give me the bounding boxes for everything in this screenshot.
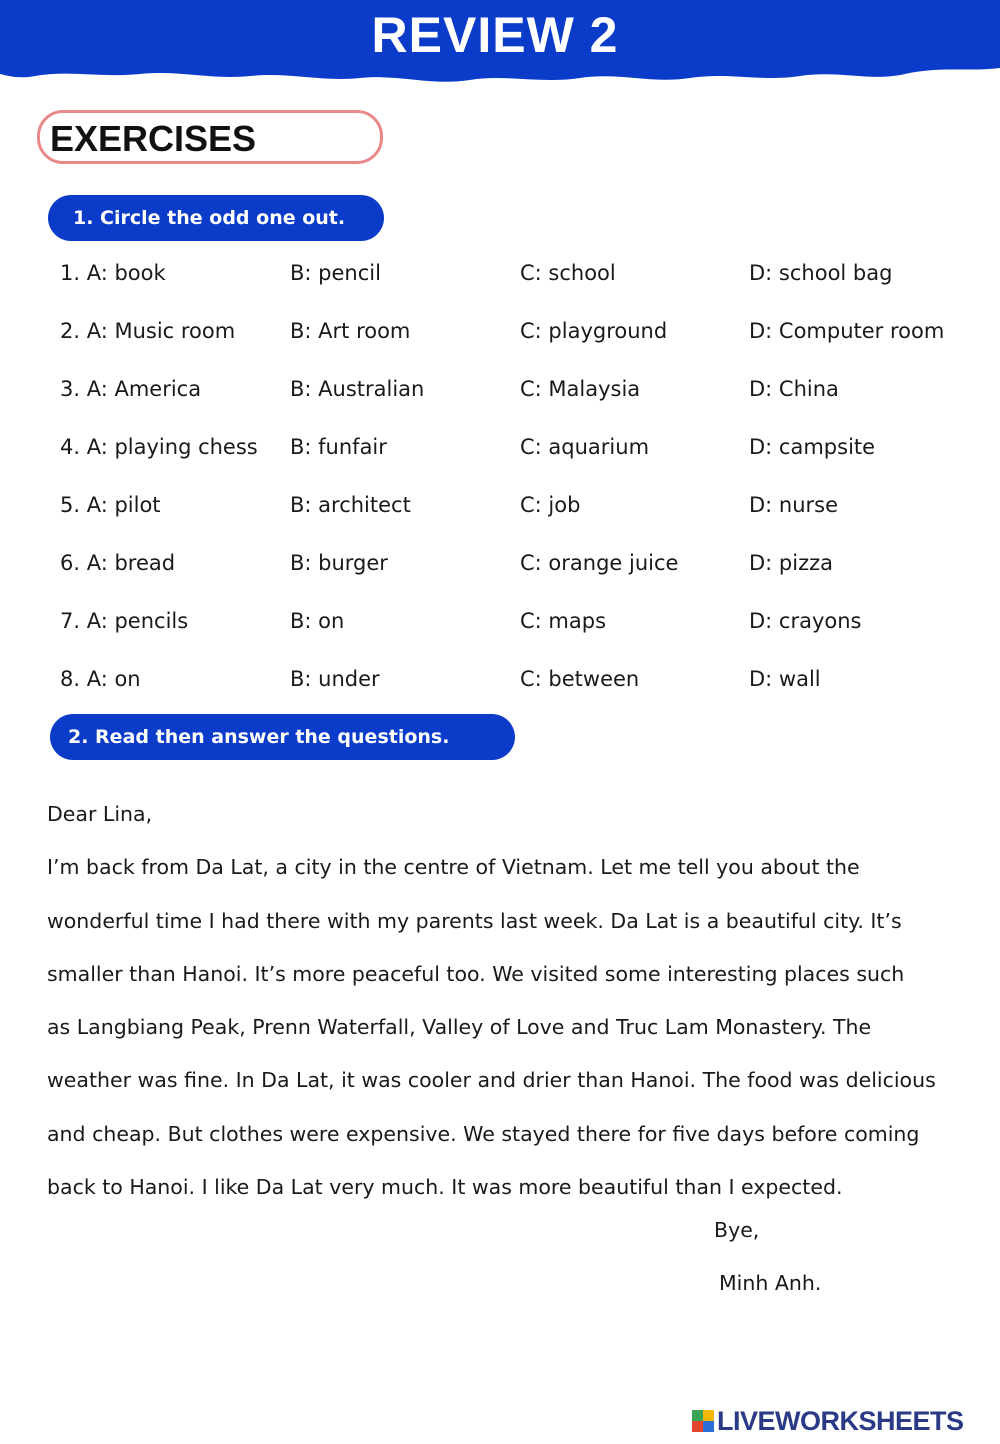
- option-d[interactable]: D: crayons: [749, 609, 862, 633]
- letter-text: [47, 788, 967, 1214]
- exercise1-instruction: 1. Circle the odd one out.: [48, 195, 384, 241]
- option-b[interactable]: B: under: [290, 667, 380, 691]
- letter-line: I’m back from Da Lat, a city in the centre of Vietnam. Let me tell you about the: [47, 855, 860, 880]
- option-a[interactable]: 1. A: book: [60, 261, 166, 285]
- letter-line: weather was fine. In Da Lat, it was cooler and drier than Hanoi. The food was delicious: [47, 1068, 936, 1093]
- letter-line: smaller than Hanoi. It’s more peaceful too. We visited some interesting places such: [47, 961, 905, 986]
- option-d[interactable]: D: Computer room: [749, 319, 945, 343]
- option-b[interactable]: B: Australian: [290, 377, 425, 401]
- letter-signature: Minh Anh.: [719, 1271, 822, 1295]
- option-a[interactable]: 8. A: on: [60, 667, 141, 691]
- option-a[interactable]: 5. A: pilot: [60, 493, 161, 517]
- question-row: [0, 551, 1000, 581]
- option-c[interactable]: C: playground: [520, 319, 668, 343]
- option-c[interactable]: C: job: [520, 493, 581, 517]
- letter-line: back to Hanoi. I like Da Lat very much. It was more beautiful than I expected.: [47, 1175, 843, 1200]
- option-b[interactable]: B: on: [290, 609, 345, 633]
- exercise2-instruction: 2. Read then answer the questions.: [50, 714, 515, 760]
- question-row: [0, 667, 1000, 697]
- option-a[interactable]: 3. A: America: [60, 377, 202, 401]
- section-heading: EXERCISES: [50, 118, 257, 159]
- option-d[interactable]: D: wall: [749, 667, 821, 691]
- option-b[interactable]: B: architect: [290, 493, 411, 517]
- letter-line: and cheap. But clothes were expensive. We stayed there for five days before coming: [47, 1121, 920, 1146]
- option-b[interactable]: B: burger: [290, 551, 388, 575]
- option-b[interactable]: B: pencil: [290, 261, 381, 285]
- watermark-text: LIVEWORKSHEETS: [717, 1405, 964, 1436]
- option-c[interactable]: C: between: [520, 667, 640, 691]
- question-row: [0, 493, 1000, 523]
- page-title: REVIEW 2: [371, 7, 619, 63]
- option-c[interactable]: C: aquarium: [520, 435, 650, 459]
- question-row: [0, 319, 1000, 349]
- question-row: [0, 609, 1000, 639]
- option-a[interactable]: 4. A: playing chess: [60, 435, 258, 459]
- option-a[interactable]: 2. A: Music room: [60, 319, 236, 343]
- option-c[interactable]: C: orange juice: [520, 551, 679, 575]
- letter-line: as Langbiang Peak, Prenn Waterfall, Valley of Love and Truc Lam Monastery. The: [47, 1015, 872, 1040]
- question-row: [0, 377, 1000, 407]
- option-a[interactable]: 7. A: pencils: [60, 609, 189, 633]
- header-banner: [0, 0, 1000, 86]
- option-d[interactable]: D: China: [749, 377, 839, 401]
- option-d[interactable]: D: school bag: [749, 261, 893, 285]
- option-c[interactable]: C: Malaysia: [520, 377, 641, 401]
- question-row: [0, 435, 1000, 465]
- option-b[interactable]: B: funfair: [290, 435, 387, 459]
- option-b[interactable]: B: Art room: [290, 319, 411, 343]
- letter-line: wonderful time I had there with my parents last week. Da Lat is a beautiful city. It’s: [47, 908, 902, 933]
- liveworksheets-logo-icon: [692, 1410, 714, 1432]
- liveworksheets-watermark: [692, 1404, 964, 1438]
- question-row: [0, 261, 1000, 291]
- option-a[interactable]: 6. A: bread: [60, 551, 176, 575]
- letter-greeting: Dear Lina,: [47, 802, 153, 826]
- option-c[interactable]: C: school: [520, 261, 616, 285]
- option-d[interactable]: D: campsite: [749, 435, 876, 459]
- option-d[interactable]: D: pizza: [749, 551, 833, 575]
- option-c[interactable]: C: maps: [520, 609, 607, 633]
- letter-closing: Bye,: [714, 1218, 760, 1242]
- option-d[interactable]: D: nurse: [749, 493, 839, 517]
